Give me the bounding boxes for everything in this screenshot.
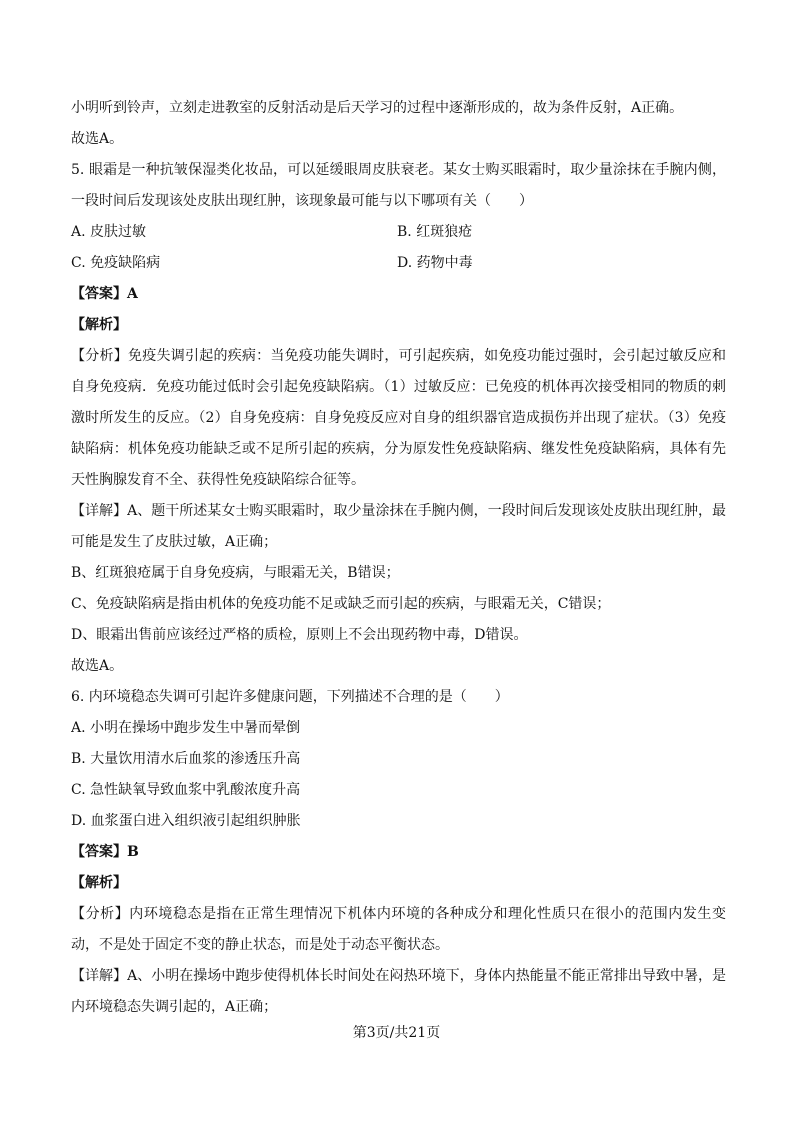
- page-number-footer: 第3页/共21页: [352, 1025, 441, 1041]
- xiangjie-paragraph: 【详解】A、小明在操场中跑步使得机体长时间处在闷热环境下，身体内热能量不能正常排出导致中暑，是内环境稳态失调引起的，A正确；: [71, 968, 726, 1015]
- fenxi-paragraph: 【分析】内环境稳态是指在正常生理情况下机体内环境的各种成分和理化性质只在很小的范围内发生变动，不是处于固定不变的静止状态，而是处于动态平衡状态。: [71, 906, 726, 953]
- option-b: B. 红斑狼疮: [397, 224, 473, 240]
- detail-line-b: B、红斑狼疮属于自身免疫病，与眼霜无关，B错误；: [71, 565, 400, 581]
- fenxi-paragraph: 【分析】免疫失调引起的疾病：当免疫功能失调时，可引起疾病，如免疫功能过强时，会引起过敏反应和自身免疫病．免疫功能过低时会引起免疫缺陷病。（1）过敏反应：已免疫的机体再次接受相同的物质的刺激时所发生的反应。（2）自身免疫病：自身免疫反应对自身的组织器官造成损伤并出现了症状。（3）免疫缺陷病：机体免疫功能缺乏或不足所引起的疾病，分为原发性免疫缺陷病、继发性免疫缺陷病，具体有先天性胸腺发育不全、获得性免疫缺陷综合征等。: [71, 348, 726, 488]
- analysis-label: 【解析】: [71, 317, 127, 333]
- question-5-options-row-1: [71, 217, 726, 248]
- xiangjie-paragraph: 【详解】A、题干所述某女士购买眼霜时，取少量涂抹在手腕内侧，一段时间后发现该处皮肤出现红肿，最可能是发生了皮肤过敏，A正确；: [71, 503, 726, 550]
- option-d: D. 血浆蛋白进入组织液引起组织肿胀: [71, 813, 301, 829]
- analysis-label: 【解析】: [71, 875, 127, 891]
- option-a: A. 小明在操场中跑步发生中暑而晕倒: [71, 720, 301, 736]
- option-c: C. 免疫缺陷病: [71, 255, 161, 271]
- option-a: A. 皮肤过敏: [71, 224, 147, 240]
- choose-line: 故选A。: [71, 658, 124, 674]
- question-5-stem: 5. 眼霜是一种抗皱保湿类化妆品，可以延缓眼周皮肤衰老。某女士购买眼霜时，取少量涂抹在手腕内侧，一段时间后发现该处皮肤出现红肿，该现象最可能与以下哪项有关（ ）: [71, 162, 726, 209]
- text-line: 小明听到铃声，立刻走进教室的反射活动是后天学习的过程中逐渐形成的，故为条件反射，A正确。: [71, 100, 684, 116]
- text-line: 故选A。: [71, 131, 124, 147]
- page-content: [71, 93, 726, 1023]
- option-d: D. 药物中毒: [397, 255, 473, 271]
- detail-line-c: C、免疫缺陷病是指由机体的免疫功能不足或缺乏而引起的疾病，与眼霜无关，C错误；: [71, 596, 611, 612]
- option-b: B. 大量饮用清水后血浆的渗透压升高: [71, 751, 301, 767]
- question-5-options-row-2: [71, 248, 726, 279]
- answer-label: 【答案】B: [71, 844, 139, 860]
- question-6-stem: 6. 内环境稳态失调可引起许多健康问题，下列描述不合理的是（ ）: [71, 689, 509, 705]
- detail-line-d: D、眼霜出售前应该经过严格的质检，原则上不会出现药物中毒，D错误。: [71, 627, 528, 643]
- answer-label: 【答案】A: [71, 286, 138, 302]
- option-c: C. 急性缺氧导致血浆中乳酸浓度升高: [71, 782, 301, 798]
